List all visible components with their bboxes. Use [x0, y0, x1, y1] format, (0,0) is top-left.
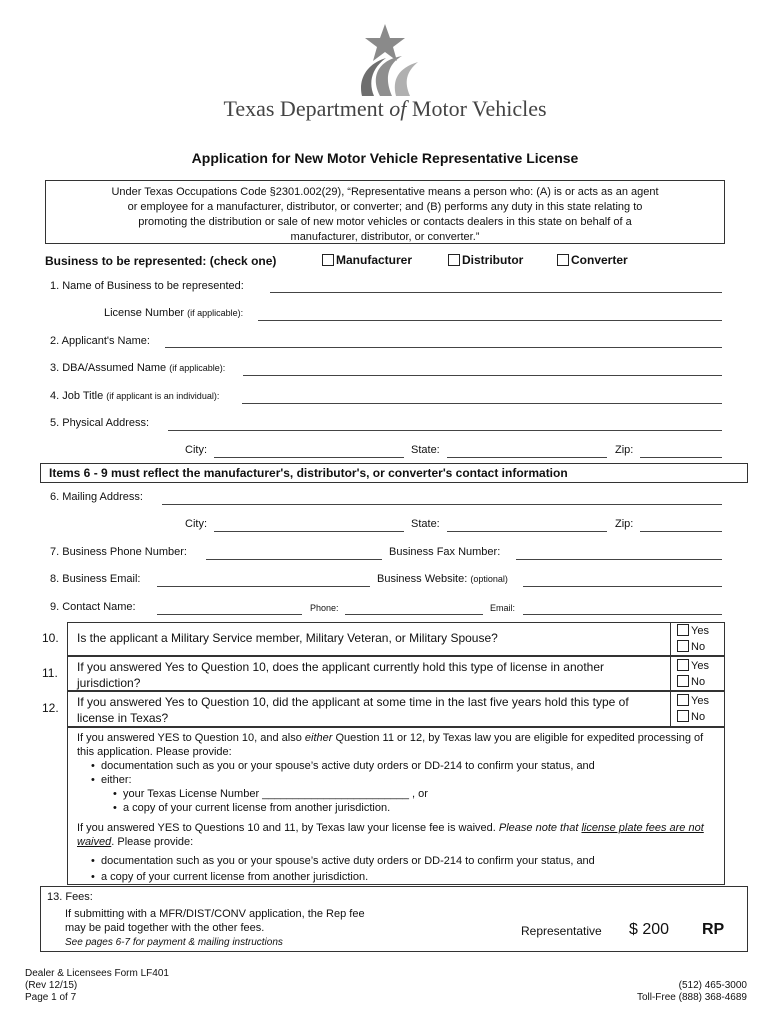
website-label: Business Website: (optional) — [377, 573, 508, 585]
sub-copy: • a copy of your current license from another jurisdiction. — [113, 802, 391, 814]
city-label: City: — [185, 444, 207, 456]
job-title-field[interactable] — [242, 403, 722, 404]
state-label: State: — [411, 518, 440, 530]
fee-label: Representative — [521, 924, 602, 938]
q10-yes-checkbox[interactable]: Yes — [677, 623, 718, 639]
footer-phone: (512) 465-3000 — [678, 980, 747, 991]
footer-form-name: Dealer & Licensees Form LF401 — [25, 968, 169, 979]
business-name-field[interactable] — [270, 292, 722, 293]
physical-address-field[interactable] — [168, 430, 722, 431]
bullet-copy2: • a copy of your current license from another jurisdiction. — [91, 871, 369, 883]
txdmv-logo — [340, 22, 430, 96]
fees-see: See pages 6-7 for payment & mailing instructions — [65, 937, 283, 948]
military-info-box — [67, 727, 725, 885]
zip-field[interactable] — [640, 531, 722, 532]
footer-left — [25, 968, 169, 1004]
dba-field[interactable] — [243, 375, 722, 376]
agency-name: Texas Department of Motor Vehicles — [223, 96, 547, 121]
checkbox-manufacturer[interactable]: Manufacturer — [322, 253, 412, 267]
q3-label: 3. DBA/Assumed Name (if applicable): — [50, 362, 226, 374]
q5-label: 5. Physical Address: — [50, 417, 150, 429]
q7-label: 7. Business Phone Number: — [50, 546, 187, 558]
state-label: State: — [411, 444, 440, 456]
fee-code: RP — [702, 921, 725, 938]
q10-no-checkbox[interactable]: No — [677, 639, 718, 655]
q10-row: Is the applicant a Military Service member, Military Veteran, or Military Spouse? — [67, 622, 671, 656]
expedite-paragraph: If you answered YES to Question 10, and also either Question 11 or 12, by Texas law you are eligible for expedited processing of this application. Please provide: — [77, 732, 704, 758]
business-email-field[interactable] — [157, 586, 370, 587]
q10-options — [670, 622, 725, 656]
waiver-paragraph: If you answered YES to Questions 10 and 11, by Texas law your license fee is waived. Please note that license plate fees are not waived. Please provide: — [77, 822, 704, 848]
fees-box — [40, 886, 748, 952]
business-phone-field[interactable] — [206, 559, 382, 560]
phone-label: Phone: — [310, 603, 339, 613]
website-field[interactable] — [523, 586, 722, 587]
bullet-docs2: • documentation such as you or your spouse’s active duty orders or DD-214 to confirm your status, and — [91, 855, 595, 867]
bullet-docs: • documentation such as you or your spouse’s active duty orders or DD-214 to confirm your status, and — [91, 760, 595, 772]
q12-yes-checkbox[interactable]: Yes — [677, 693, 718, 709]
footer-page: Page 1 of 7 — [25, 992, 77, 1003]
q2-label: 2. Applicant's Name: — [50, 335, 150, 347]
sub-license: • your Texas License Number ________________________ , or — [113, 788, 428, 800]
q12-options — [670, 691, 725, 727]
bullet-either: • either: • your Texas License Number ________________________ , or • a copy of your current license from another jurisdiction. — [91, 773, 715, 815]
q11-number: 11. — [42, 666, 58, 680]
business-label: Business to be represented: (check one) — [45, 254, 277, 268]
q11-options — [670, 656, 725, 691]
footer-tollfree: Toll-Free (888) 368-4689 — [636, 992, 747, 1003]
footer-right — [637, 980, 747, 1004]
footer-rev: (Rev 12/15) — [25, 980, 78, 991]
star-road-logo-icon — [340, 22, 430, 96]
fee-amount: $ 200 — [629, 921, 670, 938]
city-field[interactable] — [214, 531, 404, 532]
contact-email-field[interactable] — [523, 614, 722, 615]
q11-yes-checkbox[interactable]: Yes — [677, 658, 718, 674]
q12-no-checkbox[interactable]: No — [677, 709, 718, 725]
q9-label: 9. Contact Name: — [50, 601, 136, 613]
fees-text: If submitting with a MFR/DIST/CONV application, the Rep fee may be paid together with the other fees. — [65, 908, 365, 934]
q1-label: 1. Name of Business to be represented: — [50, 280, 244, 292]
q11-row: If you answered Yes to Question 10, does the applicant currently hold this type of license in another jurisdiction? — [67, 656, 671, 691]
q4-label: 4. Job Title (if applicant is an individual): — [50, 390, 220, 402]
state-field[interactable] — [447, 457, 607, 458]
license-number-label: License Number (if applicable): — [104, 307, 244, 319]
definition-box — [45, 180, 725, 244]
items-note-box: Items 6 - 9 must reflect the manufacturer's, distributor's, or converter's contact information — [40, 463, 748, 483]
contact-name-field[interactable] — [157, 614, 302, 615]
state-field[interactable] — [447, 531, 607, 532]
contact-phone-field[interactable] — [345, 614, 483, 615]
q12-row: If you answered Yes to Question 10, did the applicant at some time in the last five years hold this type of license in Texas? — [67, 691, 671, 727]
city-label: City: — [185, 518, 207, 530]
fax-label: Business Fax Number: — [389, 546, 501, 558]
q10-number: 10. — [42, 631, 59, 645]
zip-field[interactable] — [640, 457, 722, 458]
q13-label: 13. Fees: — [47, 891, 93, 903]
zip-label: Zip: — [615, 518, 634, 530]
city-field[interactable] — [214, 457, 404, 458]
q8-label: 8. Business Email: — [50, 573, 141, 585]
checkbox-distributor[interactable]: Distributor — [448, 253, 523, 267]
form-title: Application for New Motor Vehicle Representative License — [191, 150, 579, 166]
applicant-name-field[interactable] — [165, 347, 722, 348]
checkbox-converter[interactable]: Converter — [557, 253, 628, 267]
license-number-field[interactable] — [258, 320, 722, 321]
q11-no-checkbox[interactable]: No — [677, 674, 718, 690]
zip-label: Zip: — [615, 444, 634, 456]
fax-field[interactable] — [516, 559, 722, 560]
q12-number: 12. — [42, 701, 59, 715]
mailing-address-field[interactable] — [162, 504, 722, 505]
email-label: Email: — [490, 603, 516, 613]
definition-text: Under Texas Occupations Code §2301.002(29), “Representative means a person who: (A) is or acts as an agent or employee for a manufacturer, distributor, or converter; and (B) performs any duty in this state relating to promoting the distribution or sale of new motor vehicles or contacts dealers in this state on behalf of a manufacturer, distributor, or converter.” — [111, 186, 659, 243]
q6-label: 6. Mailing Address: — [50, 491, 143, 503]
